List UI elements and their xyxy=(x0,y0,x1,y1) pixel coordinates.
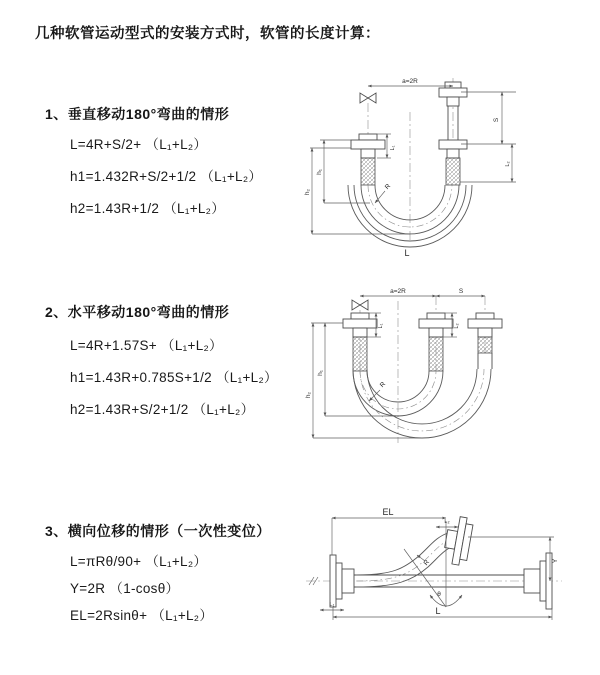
diagram-lateral-displacement xyxy=(300,505,585,637)
braided-hose-section xyxy=(478,337,492,353)
dim-label-s: S xyxy=(458,288,464,295)
braided-hose-section xyxy=(353,337,367,371)
dim-label-l1: L₁ xyxy=(378,323,384,329)
formula-line: h2=1.43R+S/2+1/2 （L₁+L₂） xyxy=(70,402,255,417)
radius-label: R xyxy=(422,558,432,568)
formula-line: h1=1.43R+0.785S+1/2 （L₁+L₂） xyxy=(70,370,278,385)
radius-label: R xyxy=(383,182,393,192)
formula-line: L=4R+1.57S+ （L₁+L₂） xyxy=(70,338,223,353)
dim-label-l2: L₂ xyxy=(444,519,450,525)
valve-icon xyxy=(360,93,376,103)
dim-label-s: S xyxy=(493,117,500,123)
braided-hose-section xyxy=(361,158,375,185)
dim-label-h2: h₂ xyxy=(305,391,312,399)
diagram-horizontal-bend xyxy=(303,283,588,451)
diagram-vertical-bend xyxy=(298,70,570,265)
dim-label-h1: h₁ xyxy=(316,169,323,175)
formula-line: Y=2R （1-cosθ） xyxy=(70,581,180,596)
formula-line: h2=1.43R+1/2 （L₁+L₂） xyxy=(70,201,226,216)
formula-line: h1=1.432R+S/2+1/2 （L₁+L₂） xyxy=(70,169,263,184)
formula-line: L=4R+S/2+ （L₁+L₂） xyxy=(70,137,208,152)
dim-label-l1: L₁ xyxy=(329,602,335,608)
radius-label: R xyxy=(378,380,388,390)
braided-hose-section xyxy=(446,158,460,185)
dim-label-h2: h₂ xyxy=(304,188,311,196)
dim-label-l2: L₂ xyxy=(505,161,511,167)
section-1-heading: 1、垂直移动180°弯曲的情形 xyxy=(45,106,230,122)
angle-label: θ xyxy=(437,591,441,598)
valve-icon xyxy=(352,300,368,310)
dim-label-l2: L₂ xyxy=(454,323,460,329)
dim-label-span: a=2R xyxy=(402,78,418,85)
dim-label-el: EL xyxy=(382,507,394,517)
formula-line: L=πRθ/90+ （L₁+L₂） xyxy=(70,554,208,569)
section-3-heading: 3、横向位移的情形（一次性变位） xyxy=(45,523,271,539)
length-label: L xyxy=(435,606,441,616)
length-label: L xyxy=(404,248,410,258)
formula-line: EL=2Rsinθ+ （L₁+L₂） xyxy=(70,608,214,623)
dim-label-l1: L₁ xyxy=(390,145,396,151)
braided-hose-section xyxy=(429,337,443,371)
page-title: 几种软管运动型式的安装方式时，软管的长度计算： xyxy=(35,26,380,42)
dim-label-span: a=2R xyxy=(390,288,406,295)
section-2-heading: 2、水平移动180°弯曲的情形 xyxy=(45,304,230,320)
dim-label-h1: h₁ xyxy=(317,370,324,376)
dim-label-y: Y xyxy=(552,558,559,564)
